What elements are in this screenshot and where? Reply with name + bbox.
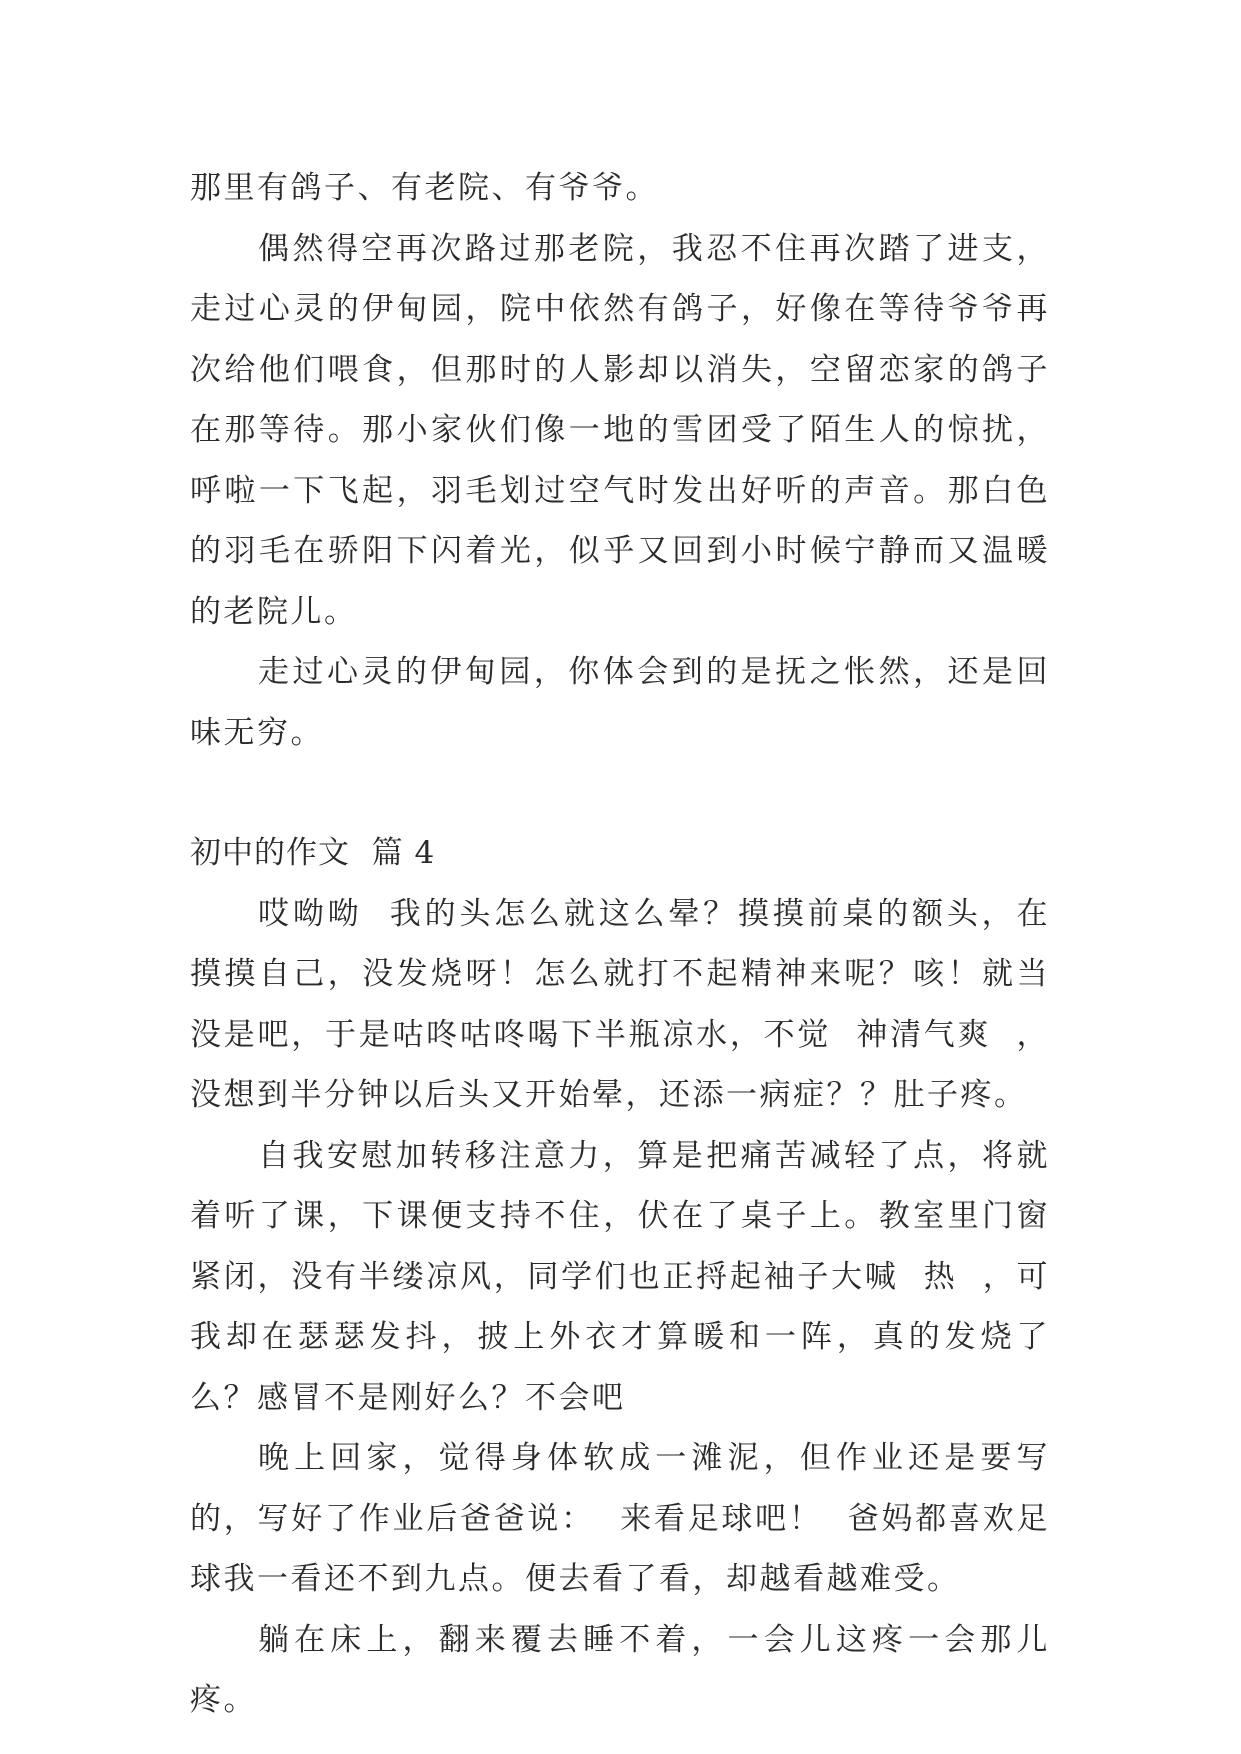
paragraph: 自我安慰加转移注意力，算是把痛苦减轻了点，将就着听了课，下课便支持不住，伏在了桌子上。教室里门窗紧闭，没有半缕凉风，同学们也正捋起袖子大喊 热 ，可我却在瑟瑟发抖，披上外衣才算暖和一阵，真的发烧了么？感冒不是刚好么？不会吧 (190, 1137, 1050, 1416)
paragraph: 哎呦呦 我的头怎么就这么晕？摸摸前桌的额头，在摸摸自己，没发烧呀！怎么就打不起精神来呢？咳！就当没是吧，于是咕咚咕咚喝下半瓶凉水，不觉 神清气爽 ，没想到半分钟以后头又开始晕，还添一病症？？肚子疼。 (190, 895, 1050, 1113)
document-body (190, 158, 1050, 1731)
paragraph: 偶然得空再次路过那老院，我忍不住再次踏了进支，走过心灵的伊甸园，院中依然有鸽子，好像在等待爷爷再次给他们喂食，但那时的人影却以消失，空留恋家的鸽子在那等待。那小家伙们像一地的雪团受了陌生人的惊扰，呼啦一下飞起，羽毛划过空气时发出好听的声音。那白色的羽毛在骄阳下闪着光，似乎又回到小时候宁静而又温暖的老院儿。 (190, 230, 1050, 630)
paragraph: 晚上回家，觉得身体软成一滩泥，但作业还是要写的，写好了作业后爸爸说： 来看足球吧！ 爸妈都喜欢足球我一看还不到九点。便去看了看，却越看越难受。 (190, 1440, 1050, 1597)
paragraph: 那里有鸽子、有老院、有爷爷。 (190, 170, 659, 206)
paragraph: 走过心灵的伊甸园，你体会到的是抚之怅然，还是回味无穷。 (190, 654, 1050, 751)
essay-title: 初中的作文 篇 4 (190, 835, 436, 871)
paragraph: 躺在床上，翻来覆去睡不着，一会儿这疼一会那儿疼。 (190, 1621, 1050, 1718)
